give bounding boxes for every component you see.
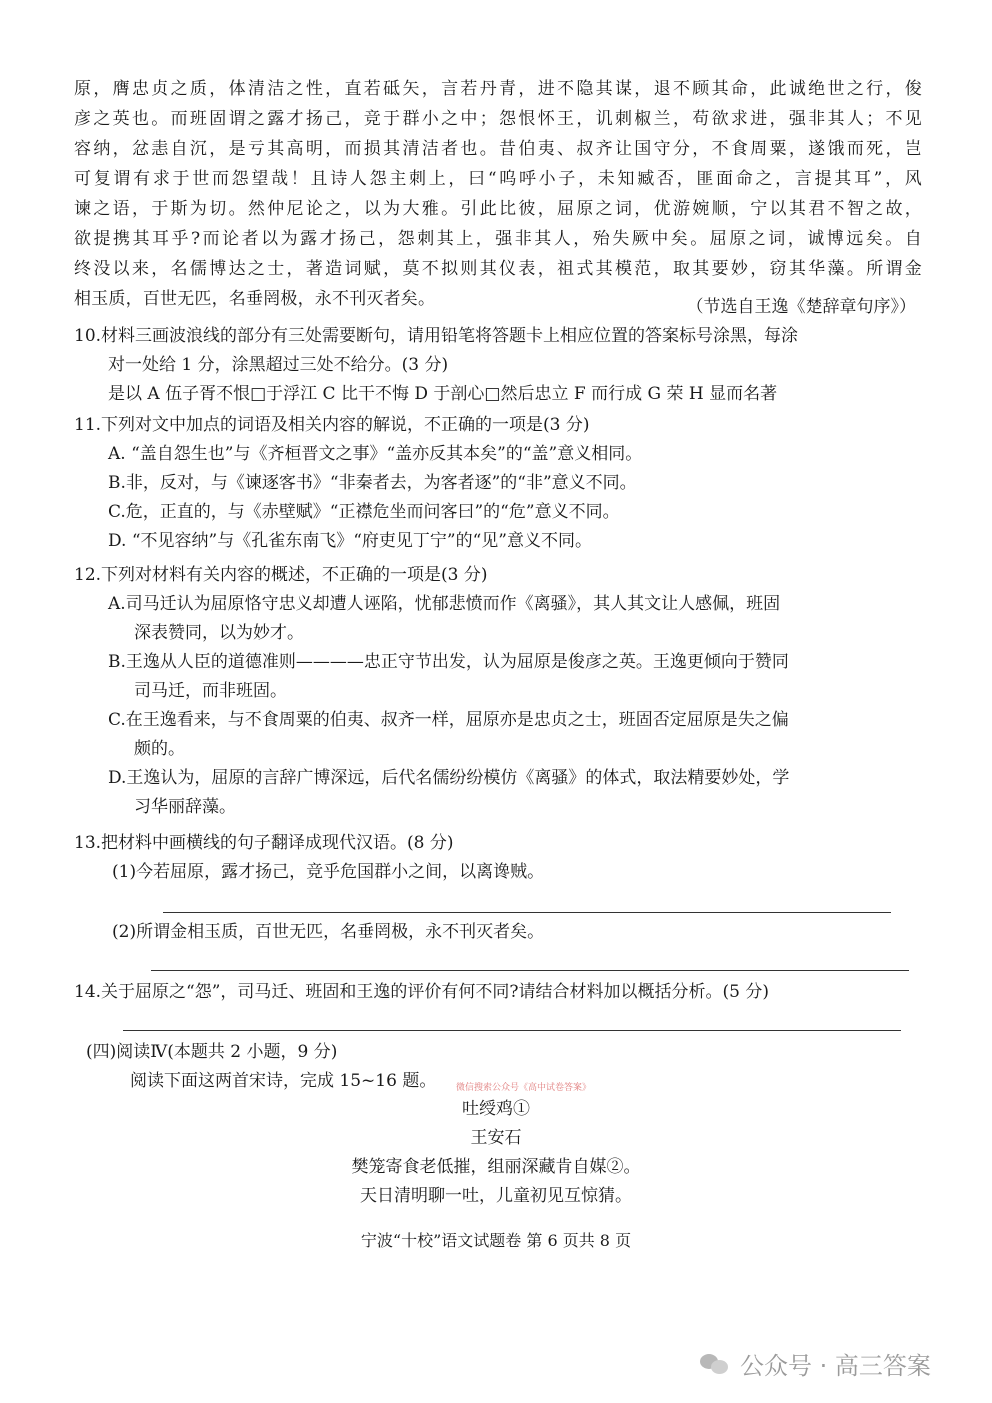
passage-line: 原，膺忠贞之质，体清洁之性，直若砥矢，言若丹青，进不隐其谋，退不顾其命，此诚绝世之行，俊 — [74, 79, 922, 99]
option-c: C.危，正直的，与《赤壁赋》“正襟危坐而问客曰”的“危”意义不同。 — [108, 502, 620, 522]
poem-title: 吐绶鸡① — [462, 1099, 530, 1119]
option-b: B.王逸从人臣的道德准则————忠正守节出发，认为屈原是俊彦之英。王逸更倾向于赞同 — [108, 652, 789, 672]
poem-line: 樊笼寄食老低摧，组丽深藏肯自媒②。 — [351, 1157, 641, 1177]
embedded-watermark: 微信搜索公众号《高中试卷答案》 — [456, 1083, 592, 1093]
option-a-cont: 深表赞同，以为妙才。 — [134, 623, 304, 643]
reading-passage — [74, 74, 922, 314]
poem-author: 王安石 — [470, 1128, 522, 1148]
option-d: D.王逸认为，屈原的言辞广博深远，后代名儒纷纷模仿《离骚》的体式，取法精要妙处，学 — [108, 768, 790, 788]
poem — [0, 1095, 992, 1211]
question-10 — [74, 322, 924, 409]
passage-line: 彦之英也。而班固谓之露才扬己，竞于群小之中；怨恨怀王，讥刺椒兰，苟欲求进，强非其人；不见 — [74, 109, 922, 129]
passage-line: 谏之语，于斯为切。然仲尼论之，以为大雅。引此比彼，屈原之词，优游婉顺，宁以其君不智之故， — [74, 199, 922, 219]
question-14 — [74, 978, 924, 1007]
option-c-cont: 颇的。 — [134, 739, 185, 759]
passage-line: 相玉质，百世无匹，名垂罔极，永不刊灭者矣。 — [74, 289, 436, 309]
answer-line-1[interactable] — [163, 912, 891, 913]
question-13-part-2 — [74, 918, 924, 947]
answer-line-3[interactable] — [123, 1030, 901, 1031]
question-stem: 11.下列对文中加点的词语及相关内容的解说，不正确的一项是(3 分) — [74, 415, 590, 435]
passage-line: 欲提携其耳乎?而论者以为露才扬己，怨刺其上，强非其人，殆失厥中矣。屈原之词，诚博远矣。自 — [74, 229, 922, 249]
question-stem: 14.关于屈原之“怨”，司马迁、班固和王逸的评价有何不同?请结合材料加以概括分析。(5 分) — [74, 982, 770, 1002]
option-b: B.非，反对，与《谏逐客书》“非秦者去，为客者逐”的“非”意义不同。 — [108, 473, 637, 493]
sentence-1: (1)今若屈原，露才扬己，竞乎危国群小之间，以离谗贼。 — [112, 862, 545, 882]
page-footer: 宁波“十校”语文试题卷 第 6 页共 8 页 — [360, 1231, 632, 1250]
section-intro: 阅读下面这两首宋诗，完成 15~16 题。 — [130, 1071, 437, 1091]
option-d: D. “不见容纳”与《孔雀东南飞》“府吏见丁宁”的“见”意义不同。 — [108, 531, 592, 551]
sentence-2: (2)所谓金相玉质，百世无匹，名垂罔极，永不刊灭者矣。 — [112, 922, 545, 942]
option-a: A.司马迁认为屈原恪守忠义却遭人诬陷，忧郁悲愤而作《离骚》，其人其文让人感佩，班固 — [108, 594, 781, 614]
punctuation-options: 是以 A 伍子胥不恨□于浮江 C 比干不悔 D 于剖心□然后忠立 F 而行成 G 荣 H 显而名著 — [108, 384, 778, 404]
poem-line: 天日清明聊一吐，儿童初见互惊猜。 — [360, 1186, 632, 1206]
option-a: A. “盖自怨生也”与《齐桓晋文之事》“盖亦反其本矣”的“盖”意义相同。 — [108, 444, 643, 464]
option-c: C.在王逸看来，与不食周粟的伯夷、叔齐一样，屈原亦是忠贞之士，班固否定屈原是失之偏 — [108, 710, 789, 730]
option-d-cont: 习华丽辞藻。 — [134, 797, 236, 817]
answer-line-2[interactable] — [151, 970, 909, 971]
passage-source: （节选自王逸《楚辞章句序》） — [686, 297, 916, 317]
passage-line: 终没以来，名儒博达之士，著造词赋，莫不拟则其仪表，祖式其模范，取其要妙，窃其华藻。所谓金 — [74, 259, 922, 279]
question-stem: 10.材料三画波浪线的部分有三处需要断句，请用铅笔将答题卡上相应位置的答案标号涂黑，每涂 — [74, 326, 799, 346]
question-stem-cont: 对一处给 1 分，涂黑超过三处不给分。(3 分) — [108, 355, 449, 375]
option-b-cont: 司马迁，而非班固。 — [134, 681, 287, 701]
question-13 — [74, 829, 924, 887]
wechat-watermark — [700, 1346, 931, 1381]
question-stem: 13.把材料中画横线的句子翻译成现代汉语。(8 分) — [74, 833, 454, 853]
passage-line: 容纳，忿恚自沉，是亏其高明，而损其清洁者也。昔伯夷、叔齐让国守分，不食周粟，遂饿而死，岂 — [74, 139, 922, 159]
passage-line: 可复谓有求于世而怨望哉！且诗人怨主刺上，曰“呜呼小子，未知臧否，匪面命之，言提其耳”，风 — [74, 169, 922, 189]
question-11 — [74, 411, 924, 556]
watermark-text: 公众号 · 高三答案 — [740, 1352, 931, 1380]
question-12 — [74, 561, 924, 822]
wechat-icon — [700, 1352, 730, 1376]
section-heading: (四)阅读Ⅳ(本题共 2 小题，9 分) — [86, 1042, 338, 1062]
question-stem: 12.下列对材料有关内容的概述，不正确的一项是(3 分) — [74, 565, 488, 585]
